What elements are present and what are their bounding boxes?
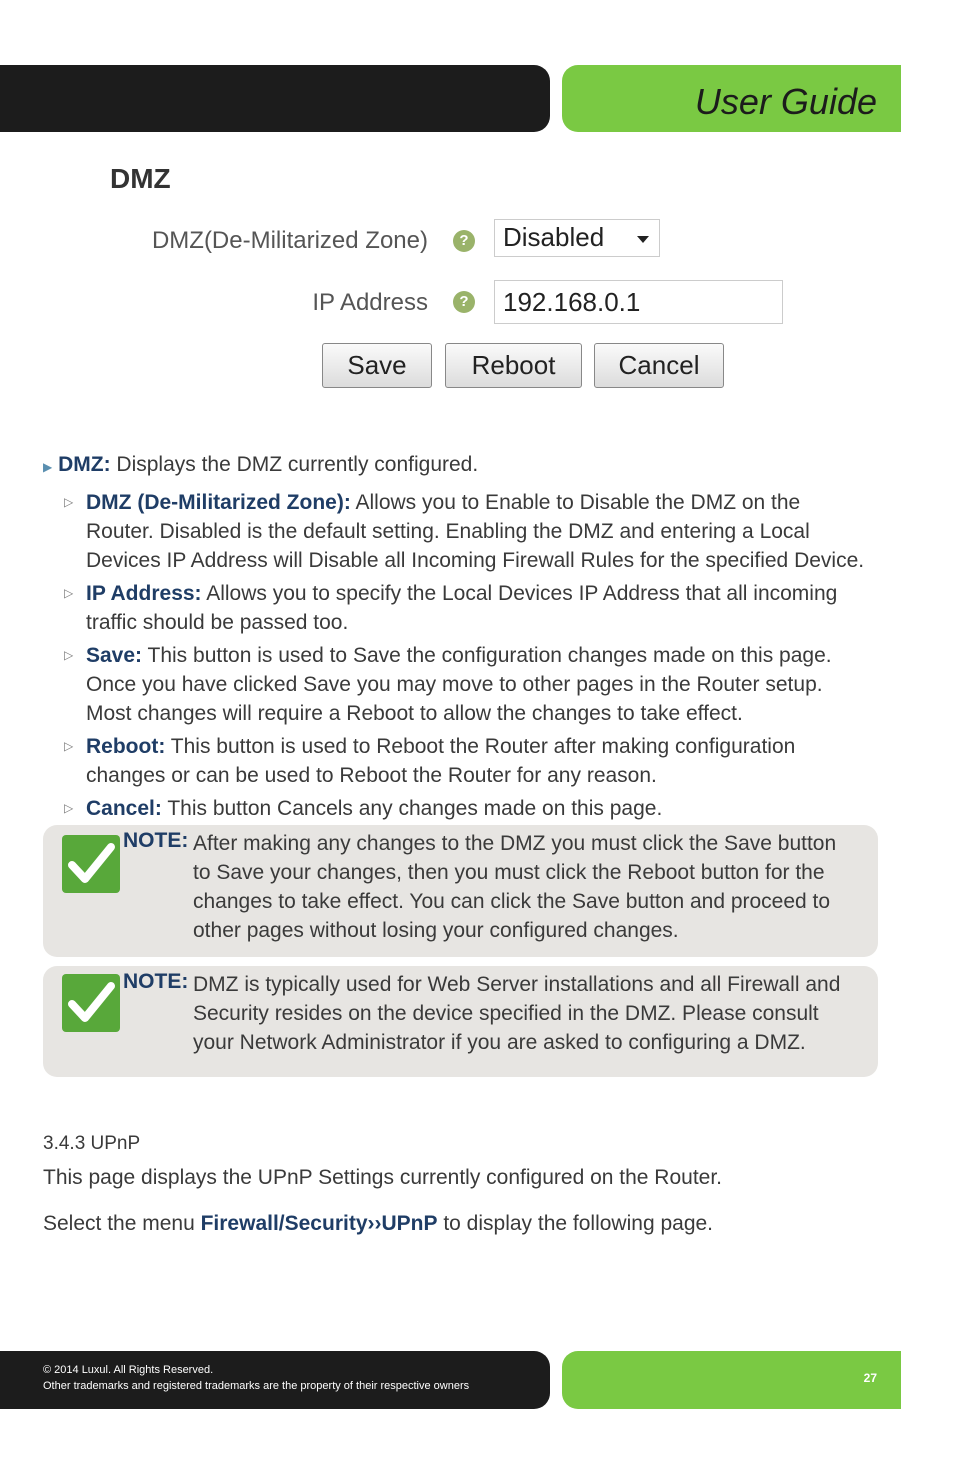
- ip-address-input[interactable]: [494, 280, 783, 324]
- note-text: [193, 970, 873, 1057]
- note-line: Security resides on the device specified in the DMZ. Please consult: [193, 1002, 819, 1025]
- triangle-outline-icon: ▷: [64, 739, 74, 753]
- dmz-select[interactable]: [494, 219, 660, 257]
- list-item: [64, 732, 884, 790]
- item-term: IP Address:: [86, 582, 202, 605]
- header-title-block: [562, 65, 901, 132]
- ip-address-label: IP Address: [312, 289, 428, 316]
- note-box: [43, 825, 878, 957]
- footer-bar: [0, 1351, 550, 1409]
- triangle-outline-icon: ▷: [64, 586, 74, 600]
- save-button[interactable]: Save: [322, 343, 432, 388]
- item-line: Allows you to specify the Local Devices IP Address that all incoming: [201, 582, 838, 605]
- paragraph-text: Select the menu: [43, 1212, 201, 1235]
- paragraph-text: to display the following page.: [437, 1212, 714, 1235]
- item-term: DMZ (De-Militarized Zone):: [86, 491, 351, 514]
- reboot-button[interactable]: Reboot: [445, 343, 582, 388]
- item-line: Allows you to Enable to Disable the DMZ on the: [350, 491, 801, 514]
- triangle-outline-icon: ▷: [64, 495, 74, 509]
- sub-bullet-list: [64, 488, 884, 823]
- note-line: DMZ is typically used for Web Server installations and all Firewall and: [193, 973, 841, 996]
- cancel-button[interactable]: Cancel: [594, 343, 724, 388]
- item-term: Cancel:: [86, 797, 162, 820]
- footer-trademarks: Other trademarks and registered trademarks are the property of their respective owners: [43, 1380, 470, 1392]
- menu-path: Firewall/Security››UPnP: [200, 1212, 438, 1235]
- bullet-term: DMZ:: [58, 453, 111, 476]
- list-item: [64, 641, 884, 728]
- item-line: This button is used to Save the configuration changes made on this page.: [142, 644, 832, 667]
- item-line: This button Cancels any changes made on this page.: [161, 797, 663, 820]
- note-box: [43, 966, 878, 1077]
- item-line: Once you have clicked Save you may move to other pages in the Router setup.: [86, 673, 823, 696]
- item-line: changes or can be used to Reboot the Router for any reason.: [86, 764, 657, 787]
- item-term: Reboot:: [86, 735, 166, 758]
- note-line: changes to take effect. You can click the Save button and proceed to: [193, 890, 831, 913]
- bullet-text: Displays the DMZ currently configured.: [110, 453, 479, 476]
- note-line: other pages without losing your configured changes.: [193, 919, 679, 942]
- header-bar: [0, 65, 550, 132]
- dmz-field-label: DMZ(De-Militarized Zone): [151, 227, 428, 254]
- checkmark-icon: [62, 835, 120, 893]
- note-label: NOTE:: [123, 829, 189, 852]
- list-item: [64, 488, 884, 575]
- help-icon[interactable]: ?: [453, 230, 475, 252]
- item-line: Router. Disabled is the default setting. Enabling the DMZ and entering a Local: [86, 520, 810, 543]
- help-icon[interactable]: ?: [453, 291, 475, 313]
- item-line: Most changes will require a Reboot to allow the changes to take effect.: [86, 702, 743, 725]
- section-heading: 3.4.3 UPnP: [43, 1133, 141, 1154]
- checkmark-icon: [62, 974, 120, 1032]
- note-label: NOTE:: [123, 970, 189, 993]
- dmz-panel-title: DMZ: [110, 163, 171, 194]
- footer-page-block: [562, 1351, 901, 1409]
- section-paragraph: This page displays the UPnP Settings currently configured on the Router.: [43, 1166, 723, 1189]
- note-line: to Save your changes, then you must click the Reboot button for the: [193, 861, 825, 884]
- note-line: your Network Administrator if you are asked to configuring a DMZ.: [193, 1031, 806, 1054]
- note-text: [193, 829, 873, 945]
- dmz-select-value: Disabled: [503, 222, 605, 252]
- triangle-bullet-icon: ▶: [43, 460, 53, 474]
- page-number: 27: [863, 1371, 877, 1385]
- item-term: Save:: [86, 644, 143, 667]
- list-item: [64, 794, 884, 823]
- ip-address-value: 192.168.0.1: [503, 287, 641, 317]
- item-line: This button is used to Reboot the Router after making configuration: [165, 735, 796, 758]
- item-line: Devices IP Address will Disable all Incoming Firewall Rules for the specified Device.: [86, 549, 865, 572]
- triangle-outline-icon: ▷: [64, 801, 74, 815]
- note-line: After making any changes to the DMZ you must click the Save button: [193, 832, 837, 855]
- footer-copyright: © 2014 Luxul. All Rights Reserved.: [43, 1364, 214, 1376]
- item-line: traffic should be passed too.: [86, 611, 349, 634]
- list-item: [64, 579, 884, 637]
- main-bullet: [43, 450, 478, 482]
- section-paragraph: [43, 1209, 713, 1238]
- triangle-outline-icon: ▷: [64, 648, 74, 662]
- page-header-title: User Guide: [694, 81, 877, 122]
- chevron-down-icon: [637, 236, 649, 243]
